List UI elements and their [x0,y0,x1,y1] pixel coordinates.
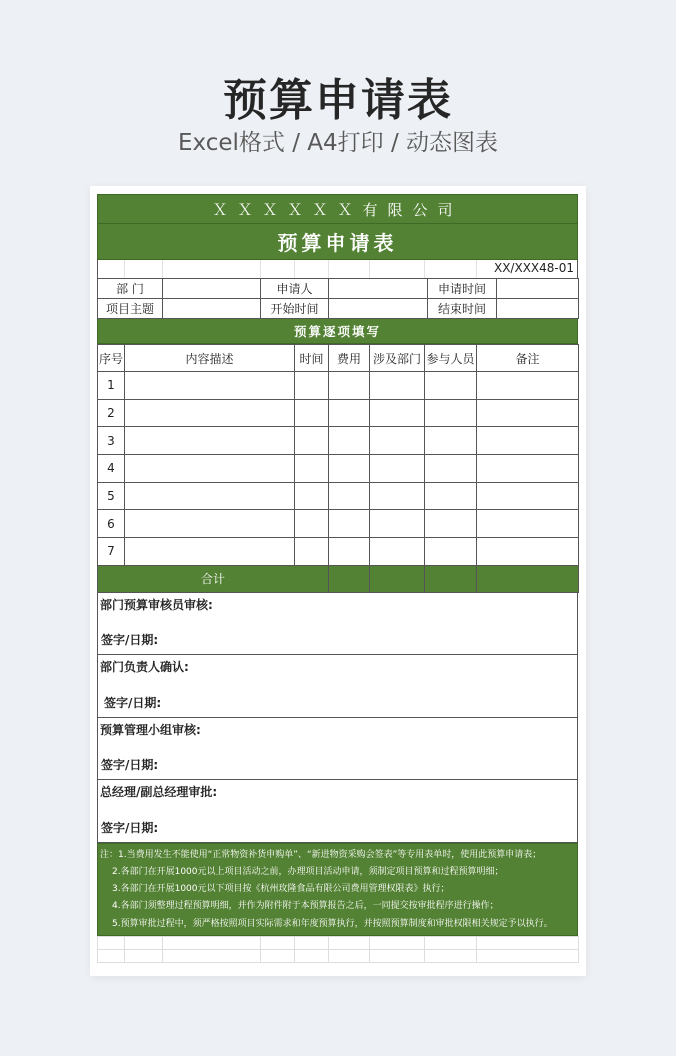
grid-cell[interactable] [370,949,425,962]
dept-cell[interactable] [370,538,425,566]
page-title: 预算申请表 [223,75,453,126]
note-line: 5.预算审批过程中，须严格按照项目实际需求和年度预算执行，并按照预算制度和审批权限相关规定予以执行。 [112,918,553,929]
table-row [98,510,579,538]
total-label: 合计 [98,565,329,592]
remarks-cell[interactable] [477,427,579,455]
row-index: 1 [98,372,125,400]
col-header-dept: 涉及部门 [370,345,425,372]
row-index: 5 [98,482,125,510]
empty-grid-rows [97,936,579,963]
dept-label: 部 门 [98,279,163,299]
time-cell[interactable] [295,372,329,400]
form-title: 预算申请表 [97,224,578,260]
row-index: 2 [98,399,125,427]
description-cell[interactable] [125,510,295,538]
dept-cell[interactable] [370,399,425,427]
description-cell[interactable] [125,399,295,427]
company-name: ＸＸＸＸＸＸ有限公司 [97,194,578,224]
apply-time-field[interactable] [497,279,579,299]
doc-code-row [97,260,578,278]
table-row [98,372,579,400]
dept-field[interactable] [163,279,261,299]
dept-cell[interactable] [370,455,425,483]
project-label: 项目主题 [98,299,163,319]
grid-cell[interactable] [125,936,163,949]
cost-cell[interactable] [329,482,370,510]
table-row [98,538,579,566]
cost-cell[interactable] [329,455,370,483]
description-cell[interactable] [125,482,295,510]
description-cell[interactable] [125,372,295,400]
signature-date-label: 签字/日期: [101,758,159,773]
time-cell[interactable] [295,538,329,566]
col-header-cost: 费用 [329,345,370,372]
grid-cell[interactable] [163,949,261,962]
grid-cell[interactable] [425,949,477,962]
notes-box [97,843,578,936]
row-index: 3 [98,427,125,455]
info-row-2 [98,299,579,319]
participants-cell[interactable] [425,510,477,538]
table-row [98,482,579,510]
remarks-cell[interactable] [477,538,579,566]
remarks-cell[interactable] [477,510,579,538]
grid-cell[interactable] [329,949,370,962]
approval-budget-committee[interactable] [97,718,578,781]
row-index: 4 [98,455,125,483]
participants-cell[interactable] [425,455,477,483]
description-cell[interactable] [125,455,295,483]
time-cell[interactable] [295,510,329,538]
grid-cell[interactable] [125,949,163,962]
approval-general-manager[interactable] [97,780,578,843]
note-line: 2.各部门在开展1000元以上项目活动之前，办理项目活动申请，须制定项目预算和过程预算明细； [112,867,504,878]
info-row-1 [98,279,579,299]
page-subtitle: Excel格式 / A4打印 / 动态图表 [177,130,499,156]
participants-cell[interactable] [425,427,477,455]
signature-date-label: 签字/日期: [104,695,162,710]
section-title: 预算逐项填写 [97,319,578,344]
cost-cell[interactable] [329,372,370,400]
col-header-participants: 参与人员 [425,345,477,372]
dept-cell[interactable] [370,482,425,510]
approval-title: 预算管理小组审核: [100,722,201,737]
grid-cell[interactable] [261,936,295,949]
approval-dept-head[interactable] [97,655,578,718]
approval-title: 部门预算审核员审核: [100,597,213,612]
participants-cell[interactable] [425,399,477,427]
approval-title: 总经理/副总经理审批: [100,785,218,800]
cost-cell[interactable] [329,427,370,455]
dept-cell[interactable] [370,427,425,455]
grid-cell[interactable] [261,949,295,962]
total-cost-cell[interactable] [329,565,370,592]
time-cell[interactable] [295,427,329,455]
table-header-row [98,345,579,372]
participants-cell[interactable] [425,538,477,566]
project-field[interactable] [163,299,261,319]
col-header-index: 序号 [98,345,125,372]
note-line: 注：1.当费用发生不能使用“正常物资补货申购单”、“新进物资采购会签表”等专用表单时，使用此预算申请表； [100,849,542,860]
time-cell[interactable] [295,399,329,427]
dept-cell[interactable] [370,372,425,400]
total-remarks-cell[interactable] [477,565,579,592]
spreadsheet-paper [90,186,586,976]
grid-cell[interactable] [163,936,261,949]
description-cell[interactable] [125,427,295,455]
grid-cell[interactable] [98,949,125,962]
col-header-time: 时间 [295,345,329,372]
cost-cell[interactable] [329,510,370,538]
budget-items-table [97,344,579,593]
remarks-cell[interactable] [477,482,579,510]
end-time-label: 结束时间 [428,299,497,319]
signature-date-label: 签字/日期: [101,633,159,648]
row-index: 6 [98,510,125,538]
note-line: 3.各部门在开展1000元以下项目按《杭州玫隆食品有限公司费用管理权限表》执行； [112,884,450,895]
grid-cell[interactable] [425,936,477,949]
grid-cell[interactable] [370,936,425,949]
remarks-cell[interactable] [477,372,579,400]
grid-cell[interactable] [477,949,579,962]
approval-title: 部门负责人确认: [100,660,189,675]
cost-cell[interactable] [329,538,370,566]
applicant-label: 申请人 [261,279,329,299]
time-cell[interactable] [295,482,329,510]
table-row [98,455,579,483]
dept-cell[interactable] [370,510,425,538]
grid-cell[interactable] [98,936,125,949]
col-header-remarks: 备注 [477,345,579,372]
doc-code: XX/XXX48-01 [493,261,574,275]
grid-cell[interactable] [477,936,579,949]
table-row [98,427,579,455]
grid-cell[interactable] [295,936,329,949]
total-row [98,565,579,592]
participants-cell[interactable] [425,372,477,400]
row-index: 7 [98,538,125,566]
total-participants-cell[interactable] [425,565,477,592]
applicant-field[interactable] [329,279,428,299]
apply-time-label: 申请时间 [428,279,497,299]
remarks-cell[interactable] [477,399,579,427]
remarks-cell[interactable] [477,455,579,483]
approval-dept-auditor[interactable] [97,593,578,656]
table-row [98,399,579,427]
total-dept-cell[interactable] [370,565,425,592]
start-time-label: 开始时间 [261,299,329,319]
signature-date-label: 签字/日期: [101,820,159,835]
cost-cell[interactable] [329,399,370,427]
participants-cell[interactable] [425,482,477,510]
grid-cell[interactable] [329,936,370,949]
budget-form [97,194,578,963]
grid-cell[interactable] [295,949,329,962]
info-table [97,278,579,319]
note-line: 4.各部门须整理过程预算明细，并作为附件附于本预算报告之后，一同提交按审批程序进行操作； [112,901,499,912]
col-header-description: 内容描述 [125,345,295,372]
start-time-field[interactable] [329,299,428,319]
description-cell[interactable] [125,538,295,566]
time-cell[interactable] [295,455,329,483]
end-time-field[interactable] [497,299,579,319]
